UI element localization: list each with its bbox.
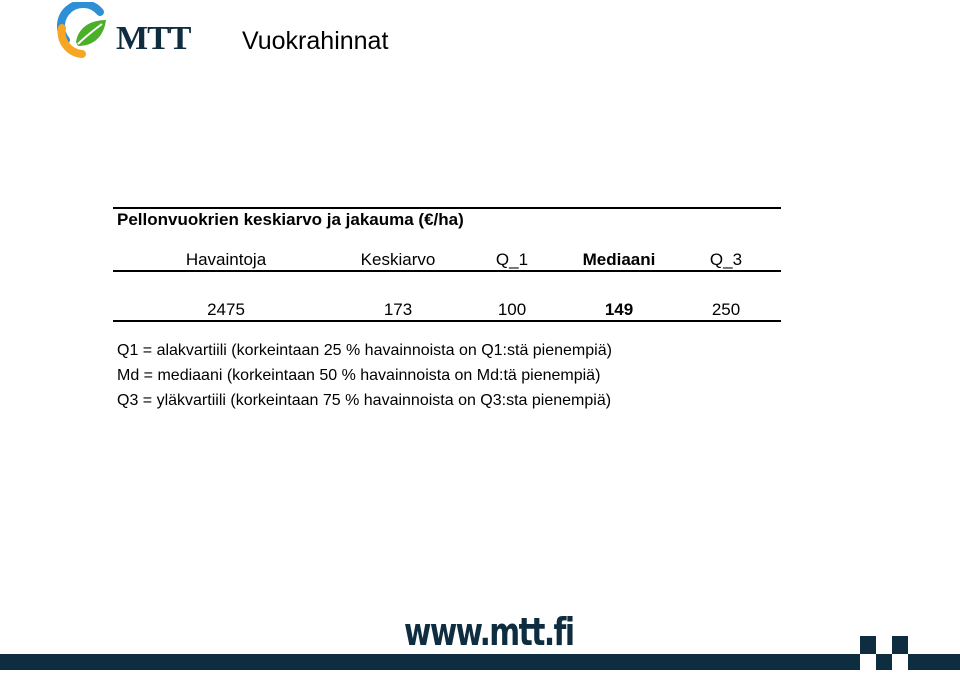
note-q3: Q3 = yläkvartiili (korkeintaan 75 % havainnoista on Q3:sta pienempiä)	[117, 392, 612, 409]
header-q1: Q_1	[495, 250, 529, 269]
note-md: Md = mediaani (korkeintaan 50 % havainnoista on Md:tä pienempiä)	[117, 367, 601, 384]
value-keskiarvo: 173	[383, 300, 413, 319]
footer-url: www.mtt.fi	[404, 610, 574, 654]
checker-pattern-icon	[860, 636, 910, 670]
value-q1: 100	[497, 300, 527, 319]
mtt-logo	[56, 2, 191, 60]
value-havaintoja: 2475	[207, 300, 245, 319]
table-top-rule	[113, 207, 781, 209]
mtt-logo-mark-icon	[56, 2, 114, 60]
mtt-logo-text: MTT	[116, 20, 191, 57]
header-keskiarvo: Keskiarvo	[360, 250, 436, 269]
header-havaintoja: Havaintoja	[185, 250, 267, 269]
header-mediaani: Mediaani	[582, 250, 656, 269]
header-q3: Q_3	[709, 250, 743, 269]
table-caption: Pellonvuokrien keskiarvo ja jakauma (€/ha)	[117, 210, 464, 229]
definitions-notes	[117, 338, 612, 413]
footer-bar	[0, 654, 960, 670]
value-q3: 250	[711, 300, 741, 319]
table-header-rule	[113, 270, 781, 272]
note-q1: Q1 = alakvartiili (korkeintaan 25 % havainnoista on Q1:stä pienempiä)	[117, 342, 612, 359]
slide-title: Vuokrahinnat	[242, 27, 389, 55]
table-bottom-rule	[113, 320, 781, 322]
value-mediaani: 149	[604, 300, 634, 319]
